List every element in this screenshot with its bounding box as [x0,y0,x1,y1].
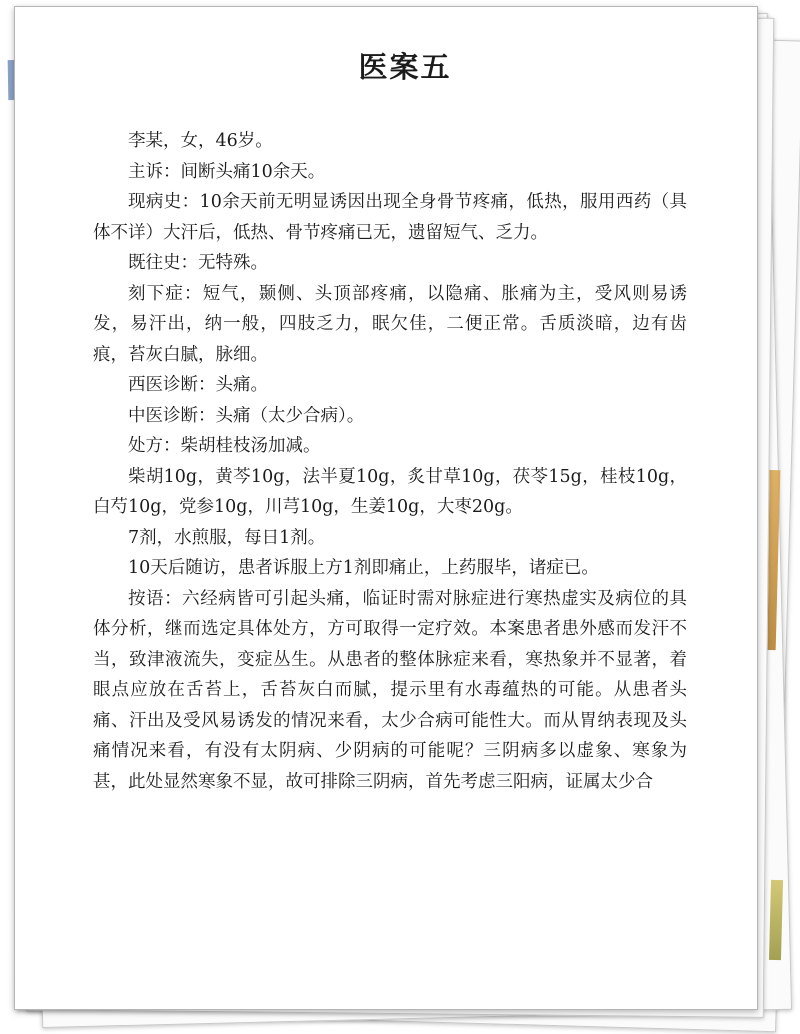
document-body [93,126,687,797]
book-cover-edge [769,880,783,960]
paragraph-tcm-diagnosis: 中医诊断：头痛（太少合病）。 [128,405,365,426]
document-page [14,6,758,1010]
paragraph-current-symptoms: 刻下症：短气，颞侧、头顶部疼痛，以隐痛、胀痛为主，受风则易诱发，易汗出，纳一般，四肢乏力，眠欠佳，二便正常。舌质淡暗，边有齿痕，苔灰白腻，脉细。 [93,283,687,365]
paragraph-commentary: 按语：六经病皆可引起头痛，临证时需对脉症进行寒热虚实及病位的具体分析，继而选定具体处方，方可取得一定疗效。本案患者患外感而发汗不当，致津液流失，变症丛生。从患者的整体脉症来看，寒热象并不显著，着眼点应放在舌苔上，舌苔灰白而腻，提示里有水毒蕴热的可能。从患者头痛、汗出及受风易诱发的情况来看，太少合病可能性大。而从胃纳表现及头痛情况来看，有没有太阴病、少阴病的可能呢？三阴病多以虚象、寒象为甚，此处显然寒象不显，故可排除三阴病，首先考虑三阳病，证属太少合 [93,588,687,792]
paragraph-present-history: 现病史：10余天前无明显诱因出现全身骨节疼痛，低热，服用西药（具体不详）大汗后，低热、骨节疼痛已无，遗留短气、乏力。 [93,192,687,243]
paragraph-patient-info: 李某，女，46岁。 [128,131,273,151]
paragraph-chief-complaint: 主诉：间断头痛10余天。 [128,161,326,182]
paragraph-western-diagnosis: 西医诊断：头痛。 [128,375,268,395]
paragraph-follow-up: 10天后随访，患者诉服上方1剂即痛止，上药服毕，诸症已。 [128,558,599,578]
paragraph-prescription: 处方：柴胡桂枝汤加减。 [128,436,321,456]
page-title: 医案五 [358,50,452,84]
paragraph-dosage: 7剂，水煎服，每日1剂。 [128,527,326,548]
paragraph-past-history: 既往史：无特殊。 [128,253,268,273]
paragraph-ingredients: 柴胡10g，黄芩10g，法半夏10g，炙甘草10g，茯苓15g，桂枝10g，白芍10g，党参10g，川芎10g，生姜10g，大枣20g。 [93,466,687,517]
